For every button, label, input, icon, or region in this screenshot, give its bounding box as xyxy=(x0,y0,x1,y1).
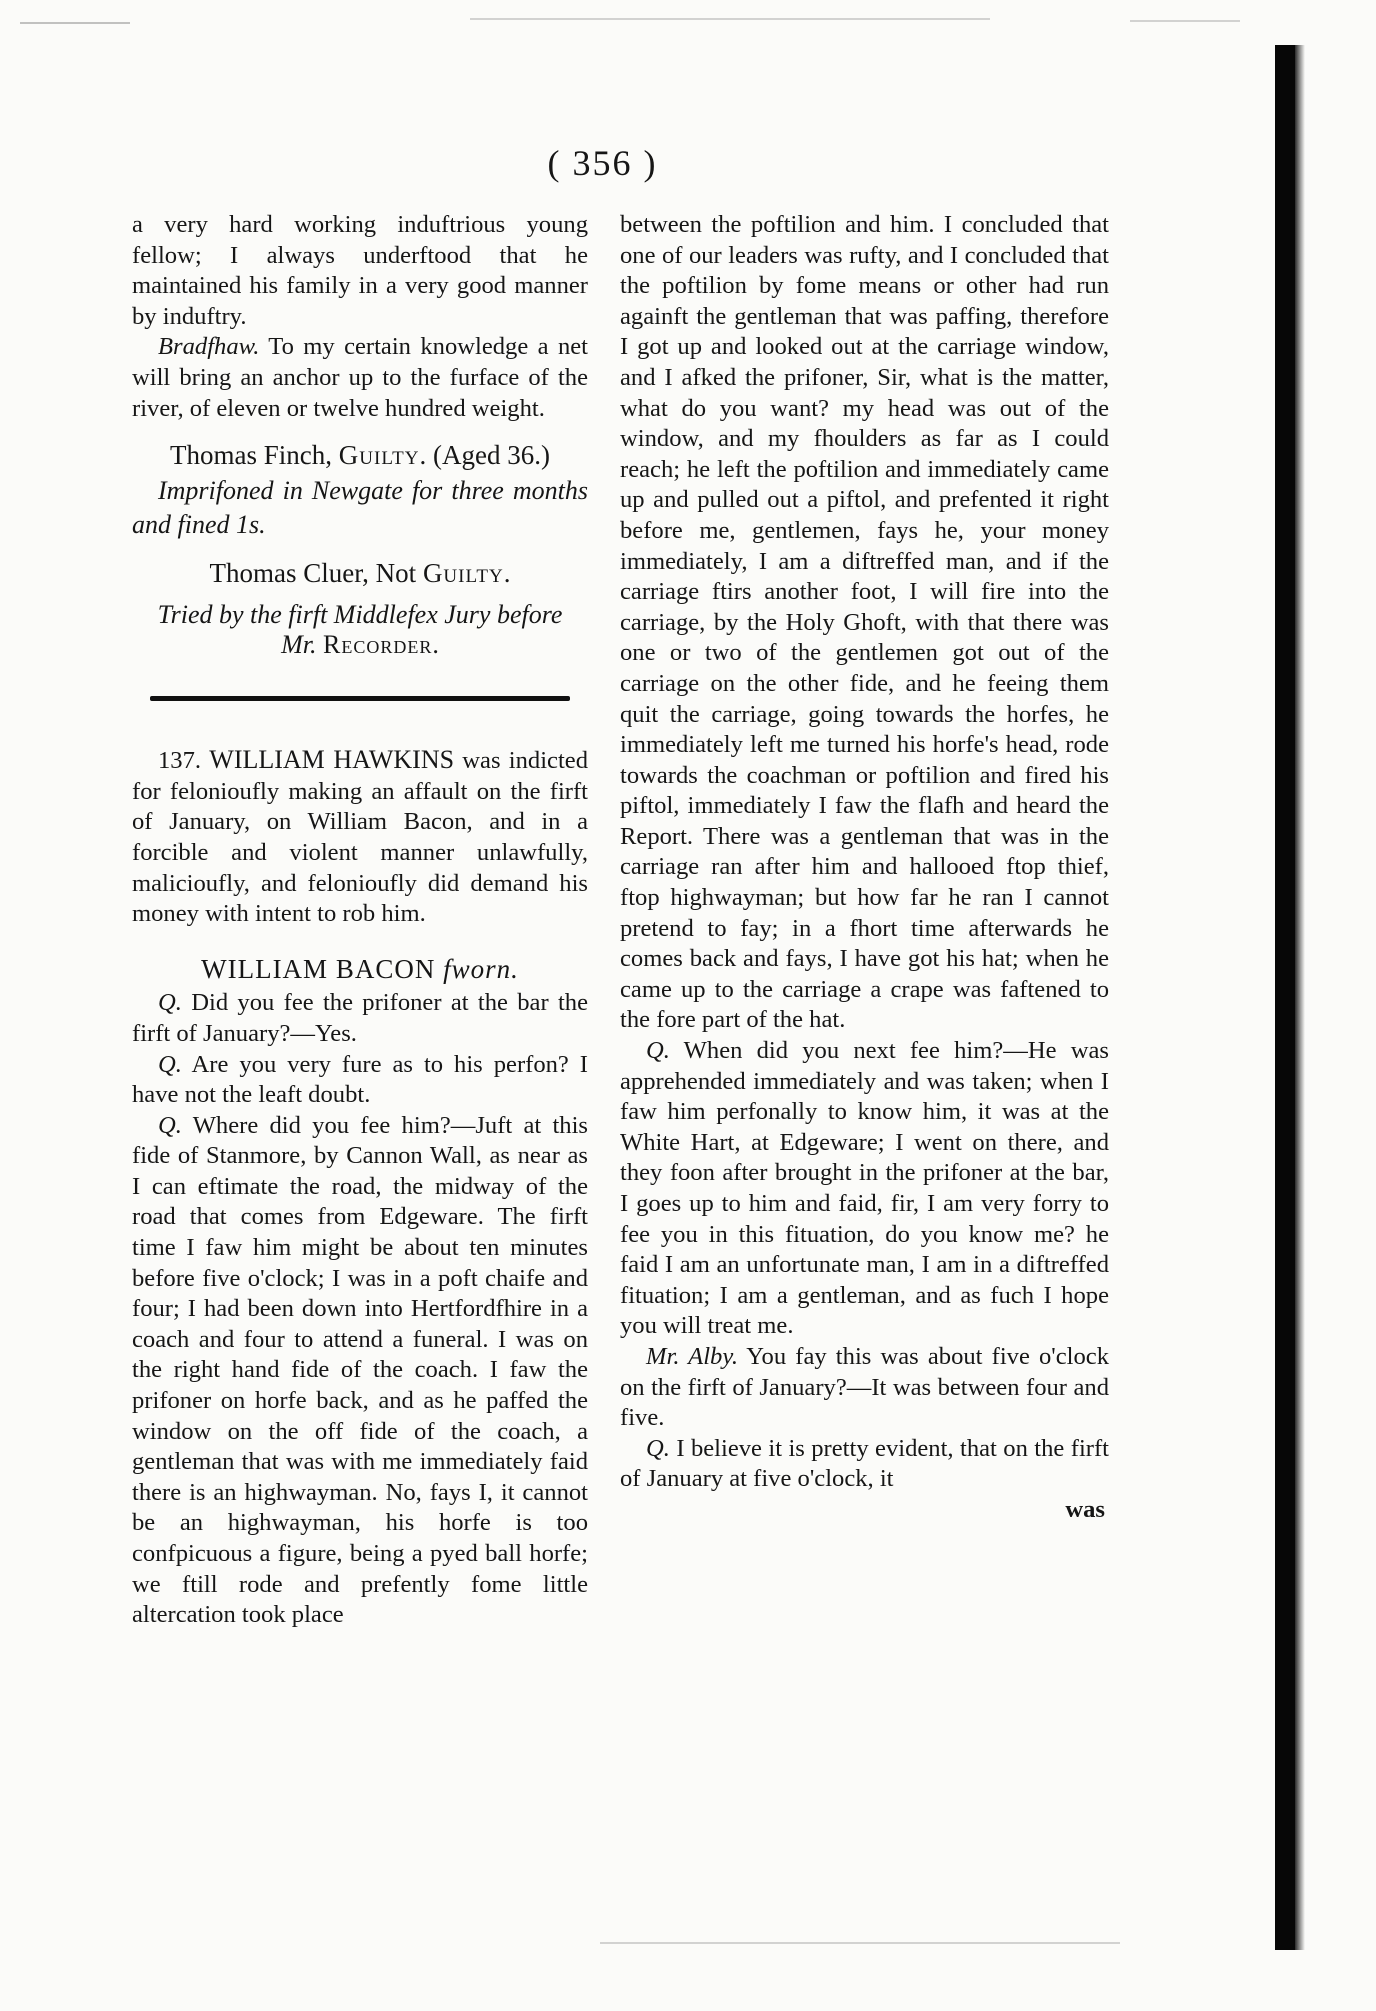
question: Q. When did you next fee him?—He was apprehended immediately and was taken; when I faw him perfonally to know him, it was at the White Hart, at Edgeware; I went on there, and they foon after brought in the prifoner at the bar, I goes up to him and faid, fir, I am very forry to fee you in this fituation, do you know me? he faid I am an unfortunate man, I am in a diftreffed fituation; I am a gentleman, and as fuch I hope you will treat me. xyxy=(620,1037,1109,1340)
trial-note: Tried by the firft Middlefex Jury before Mr. Recorder. xyxy=(157,600,563,660)
question: Q. I believe it is pretty evident, that on the firft of January at five o'clock, it xyxy=(620,1434,1109,1493)
catchword: was xyxy=(1065,1495,1105,1523)
scan-artifact xyxy=(20,22,130,24)
sentence: Imprifoned in Newgate for three months and fined 1s. xyxy=(132,476,588,540)
witness-heading: WILLIAM BACON fworn. xyxy=(201,953,519,984)
scan-artifact xyxy=(470,18,990,20)
book-gutter-shadow xyxy=(1275,45,1295,1950)
section-divider xyxy=(150,696,570,701)
verdict: Thomas Finch, Guilty. (Aged 36.) xyxy=(170,440,550,471)
speaker: Bradfhaw. xyxy=(158,333,260,361)
verdict: Thomas Cluer, Not Guilty. xyxy=(209,558,511,589)
paragraph: between the poftilion and him. I concluded that one of our leaders was rufty, and I concluded that the poftilion by fome means or other had run againft the gentleman that was paffing, therefore I got up and looked out at the carriage window, and I afked the prifoner, Sir, what is the matter, what do you want? my head was out of the window, and my fhoulders as far as I could reach; he left the poftilion and immediately came up and pulled out a piftol, and prefented it right before me, gentlemen, fays he, your money immediately, I am a diftreffed man, and if the carriage ftirs another foot, I will fire into the carriage, by the Holy Ghoft, with that there was one or two of the gentlemen got out of the carriage on the other fide, and he feeing them quit the carriage, going towards the horfes, he immediately left me turned his horfe's head, rode towards the coachman or poftilion and fired his piftol, immediately I faw the flafh and heard the Report. There was a gentleman that was in the carriage ran after him and hallooed ftop thief, ftop highwayman; but how far he ran I cannot pretend to fay; in a fhort time afterwards he comes back and fays, I have got his hat; when he came up to the carriage a crape was faftened to the fore part of the hat. xyxy=(620,211,1109,1034)
page-number: ( 356 ) xyxy=(547,143,658,183)
question: Mr. Alby. You fay this was about five o'clock on the firft of January?—It was between four and five. xyxy=(620,1342,1109,1432)
left-column xyxy=(132,210,588,1631)
scan-artifact xyxy=(600,1942,1120,1944)
gutter-fade xyxy=(1295,45,1305,1950)
scan-artifact xyxy=(1130,20,1240,22)
right-column xyxy=(620,210,1109,1526)
paragraph: a very hard working induftrious young fellow; I always underftood that he maintained his family in a very good manner by induftry. xyxy=(132,211,588,330)
paragraph: Bradfhaw. To my certain knowledge a net will bring an anchor up to the furface of the river, of eleven or twelve hundred weight. xyxy=(132,333,588,422)
question: Q. Where did you fee him?—Juft at this fide of Stanmore, by Cannon Wall, as near as I can eftimate the road, the midway of the road that comes from Edgeware. The firft time I faw him might be about ten minutes before five o'clock; I was in a poft chaife and four; I had been down into Hertfordfhire in a coach and four to attend a funeral. I was on the right hand fide of the coach. I faw the prifoner on horfe back, and as he paffed the window on the off fide of the coach, a gentleman that was with me immediately faid there is an highwayman. No, fays I, it cannot be an highwayman, his horfe is too confpicuous a figure, being a pyed ball horfe; we ftill rode and prefently fome little altercation took place xyxy=(132,1111,588,1629)
question: Q. Are you very fure as to his perfon? I have not the leaft doubt. xyxy=(132,1050,588,1109)
question: Q. Did you fee the prifoner at the bar the firft of January?—Yes. xyxy=(132,989,588,1047)
case-heading: 137. WILLIAM HAWKINS was indicted for felonioufly making an affault on the firft of January, on William Bacon, and in a forcible and violent manner unlawfully, malicioufly, and felonioufly did demand his money with intent to rob him. xyxy=(132,745,588,928)
